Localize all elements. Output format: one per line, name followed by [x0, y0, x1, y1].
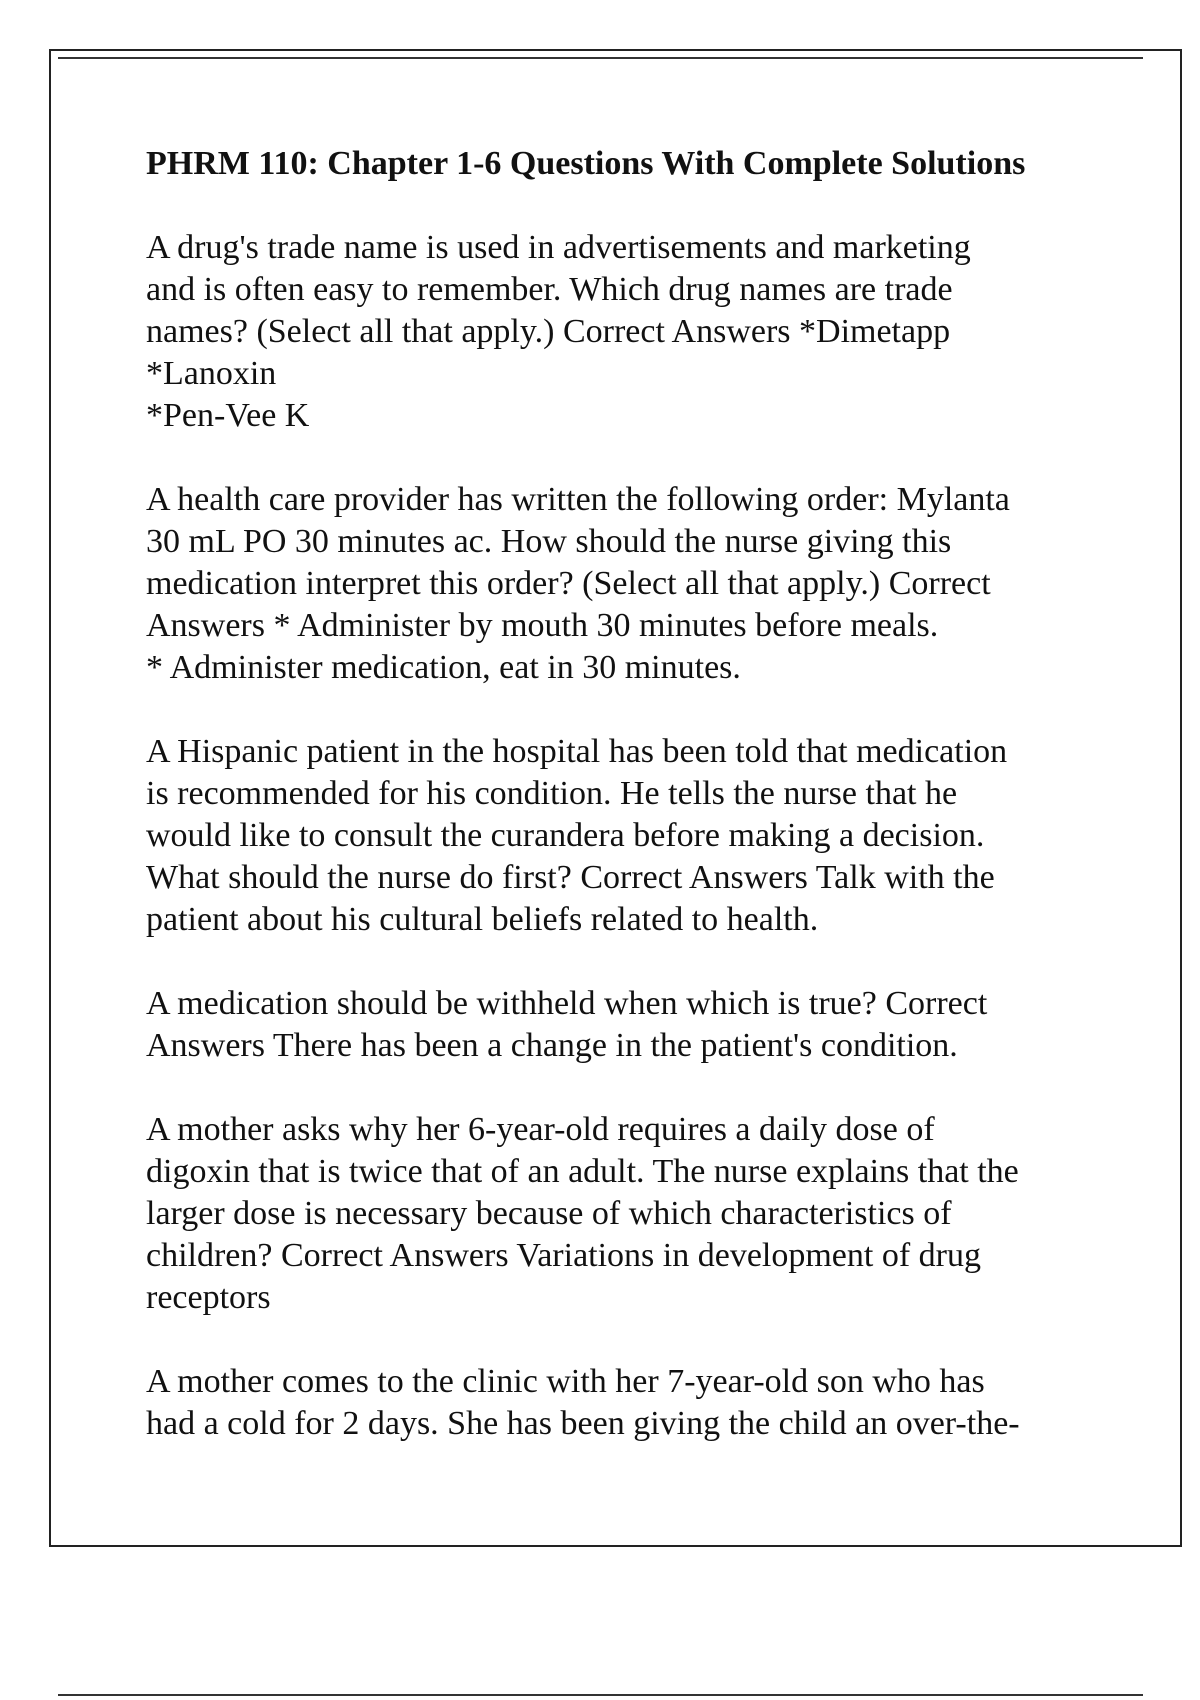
- question-answer-4: A medication should be withheld when which is true? Correct Answers There has been a change in the patient's condition.: [146, 985, 988, 1064]
- question-answer-2: A health care provider has written the following order: Mylanta 30 mL PO 30 minutes ac. How should the nurse giving this medication interpret this order? (Select all that apply.) Correct Answers * Administer by mouth 30 minutes before meals. * Administer medication, eat in 30 minutes.: [146, 481, 1010, 686]
- question-answer-3: A Hispanic patient in the hospital has been told that medication is recommended for his condition. He tells the nurse that he would like to consult the curandera before making a decision. What should the nurse do first? Correct Answers Talk with the patient about his cultural beliefs related to health.: [146, 733, 1008, 938]
- document-title: PHRM 110: Chapter 1-6 Questions With Complete Solutions: [146, 145, 1026, 182]
- question-answer-1: A drug's trade name is used in advertisements and marketing and is often easy to remember. Which drug names are trade names? (Select all that apply.) Correct Answers *Dimetapp *Lanoxin *Pen-Vee K: [146, 229, 971, 434]
- question-answer-5: A mother asks why her 6-year-old requires a daily dose of digoxin that is twice that of an adult. The nurse explains that the larger dose is necessary because of which characteristics of children? Correct Answers Variations in development of drug receptors: [146, 1111, 1019, 1316]
- document-content: [146, 143, 1146, 1487]
- bottom-rule: [58, 1694, 1143, 1696]
- question-answer-6: A mother comes to the clinic with her 7-year-old son who has had a cold for 2 days. She has been giving the child an over-the-: [146, 1363, 1020, 1442]
- top-rule: [58, 57, 1143, 59]
